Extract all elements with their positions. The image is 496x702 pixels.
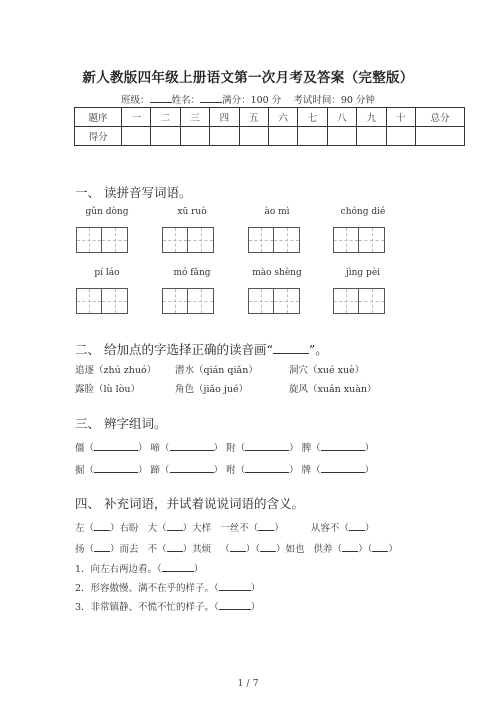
answer-blank[interactable] <box>321 442 365 451</box>
meaning-question <box>75 599 260 613</box>
section-2-title-text: 二、 给加点的字选择正确的读音画“ <box>75 342 273 357</box>
text: 大（ <box>147 523 167 534</box>
pinyin-label: xū ruò <box>177 207 207 217</box>
text: ） <box>364 523 375 534</box>
writing-grid[interactable] <box>76 227 128 253</box>
text: ）如也 <box>275 544 305 555</box>
text: ） 脾（ <box>289 443 321 454</box>
answer-blank[interactable] <box>170 464 214 473</box>
pinyin-label: mào shèng <box>252 268 302 278</box>
text: ） 附（ <box>213 443 246 454</box>
text: ）（ <box>245 544 260 555</box>
writing-grid[interactable] <box>333 227 385 253</box>
meaning-question <box>75 580 260 594</box>
pinyin-label: mó fǎng <box>173 268 211 278</box>
score-cell[interactable] <box>210 127 239 146</box>
answer-blank[interactable] <box>162 563 194 572</box>
score-cell[interactable] <box>268 127 297 146</box>
text: 僵（ <box>75 443 95 454</box>
answer-blank[interactable] <box>94 522 110 531</box>
header-cell: 题序 <box>75 108 122 127</box>
text: ） <box>274 523 284 534</box>
text: （ <box>220 544 230 555</box>
score-cell[interactable] <box>357 127 386 146</box>
writing-grid[interactable] <box>333 288 385 314</box>
header-cell: 十 <box>386 108 415 127</box>
text: ） 啼（ <box>138 443 170 454</box>
text: ） <box>364 443 375 454</box>
score-cell[interactable] <box>151 127 180 146</box>
answer-blank[interactable] <box>245 442 289 451</box>
score-table-header <box>75 108 465 127</box>
text: 3．非常镇静、不慌不忙的样子。（ <box>75 602 219 613</box>
score-cell[interactable] <box>386 127 415 146</box>
pinyin-label: gǔn dòng <box>85 207 129 217</box>
text: 一丝不（ <box>220 523 259 534</box>
header-cell: 六 <box>268 108 297 127</box>
pinyin-label: chóng dié <box>340 207 386 217</box>
text: ） <box>388 544 398 555</box>
pronunciation-item[interactable]: 追逐（zhú zhuó） <box>75 365 157 376</box>
text: 供养（ <box>313 544 343 555</box>
score-cell[interactable] <box>416 127 465 146</box>
answer-blank[interactable] <box>260 543 276 552</box>
idiom-line <box>75 520 374 534</box>
underline-sample <box>273 345 309 354</box>
pinyin-label: jìng pèi <box>345 268 381 278</box>
answer-blank[interactable] <box>167 522 183 531</box>
answer-blank[interactable] <box>372 543 388 552</box>
exam-info <box>0 92 496 106</box>
text: 2．形容傲慢、满不在乎的样子。（ <box>75 583 219 594</box>
pronunciation-item[interactable]: 露脸（lù lòu） <box>75 384 141 395</box>
answer-blank[interactable] <box>349 522 365 531</box>
text: 左（ <box>75 523 95 534</box>
text: ） <box>250 602 261 613</box>
meaning-question <box>75 561 203 575</box>
name-blank <box>200 93 222 103</box>
answer-blank[interactable] <box>170 442 214 451</box>
score-cell[interactable] <box>122 127 151 146</box>
section-4-title: 四、 补充词语，并试着说说词语的含义。 <box>75 496 304 511</box>
answer-blank[interactable] <box>342 543 358 552</box>
answer-blank[interactable] <box>94 464 138 473</box>
answer-blank[interactable] <box>245 464 289 473</box>
header-cell: 二 <box>151 108 180 127</box>
section-3-title: 三、 辨字组词。 <box>75 416 167 431</box>
exam-time: 考试时间：90 分钟 <box>293 95 375 106</box>
answer-blank[interactable] <box>321 464 365 473</box>
word-group-line <box>75 440 374 454</box>
score-table <box>74 107 465 146</box>
score-cell[interactable] <box>239 127 268 146</box>
header-cell: 总分 <box>416 108 465 127</box>
answer-blank[interactable] <box>94 543 110 552</box>
header-cell: 四 <box>210 108 239 127</box>
pronunciation-item[interactable]: 角色（jiǎo jué） <box>175 384 249 395</box>
page-title: 新人教版四年级上册语文第一次月考及答案（完整版） <box>82 70 414 86</box>
answer-blank[interactable] <box>219 582 251 591</box>
pronunciation-item[interactable]: 洞穴（xué xuè） <box>289 365 365 376</box>
text: ）其烦 <box>182 544 212 555</box>
section-1-title: 一、 读拼音写词语。 <box>75 185 192 200</box>
answer-blank[interactable] <box>219 601 251 610</box>
section-2-title <box>75 340 328 358</box>
score-cell[interactable] <box>180 127 209 146</box>
page-number: 1 / 7 <box>237 678 259 689</box>
answer-blank[interactable] <box>167 543 183 552</box>
text: 从容不（ <box>310 523 349 534</box>
text: ）而去 <box>110 544 139 555</box>
writing-grid[interactable] <box>162 227 214 253</box>
answer-blank[interactable] <box>94 442 138 451</box>
text: ）右盼 <box>110 523 139 534</box>
header-cell: 八 <box>327 108 356 127</box>
writing-grid[interactable] <box>248 227 300 253</box>
writing-grid[interactable] <box>76 288 128 314</box>
header-cell: 一 <box>122 108 151 127</box>
header-cell: 九 <box>357 108 386 127</box>
pronunciation-item[interactable]: 旋风（xuán xuàn） <box>289 384 377 395</box>
text: ） <box>193 564 204 575</box>
header-cell: 七 <box>298 108 327 127</box>
score-row <box>75 127 465 146</box>
text: 扬（ <box>75 544 95 555</box>
writing-grid[interactable] <box>162 288 214 314</box>
class-blank <box>150 93 172 103</box>
header-cell: 三 <box>180 108 209 127</box>
writing-grid[interactable] <box>248 288 300 314</box>
word-group-line <box>75 462 374 476</box>
section-2-title-end: ”。 <box>308 342 328 357</box>
score-cell[interactable] <box>327 127 356 146</box>
answer-blank[interactable] <box>258 522 274 531</box>
pronunciation-item[interactable]: 潜水（qián qiǎn） <box>175 365 258 376</box>
pinyin-label: pí láo <box>94 268 120 278</box>
text: ） 牌（ <box>289 465 321 476</box>
text: ） <box>364 465 375 476</box>
text: ） 咐（ <box>213 465 246 476</box>
full-score: 满分：100 分 <box>222 95 282 106</box>
answer-blank[interactable] <box>230 543 246 552</box>
name-label: 姓名： <box>171 95 201 106</box>
text: 不（ <box>147 544 167 555</box>
text: ）（ <box>358 544 373 555</box>
pinyin-label: ào mì <box>264 207 290 217</box>
text: 掘（ <box>75 465 95 476</box>
idiom-line <box>75 541 398 555</box>
score-row-label: 得分 <box>75 127 122 146</box>
score-cell[interactable] <box>298 127 327 146</box>
class-label: 班级： <box>121 95 150 106</box>
text: ）大样 <box>182 523 212 534</box>
text: ） <box>250 583 261 594</box>
header-cell: 五 <box>239 108 268 127</box>
text: ） 蹄（ <box>138 465 170 476</box>
text: 1．向左右两边看。（ <box>75 564 162 575</box>
